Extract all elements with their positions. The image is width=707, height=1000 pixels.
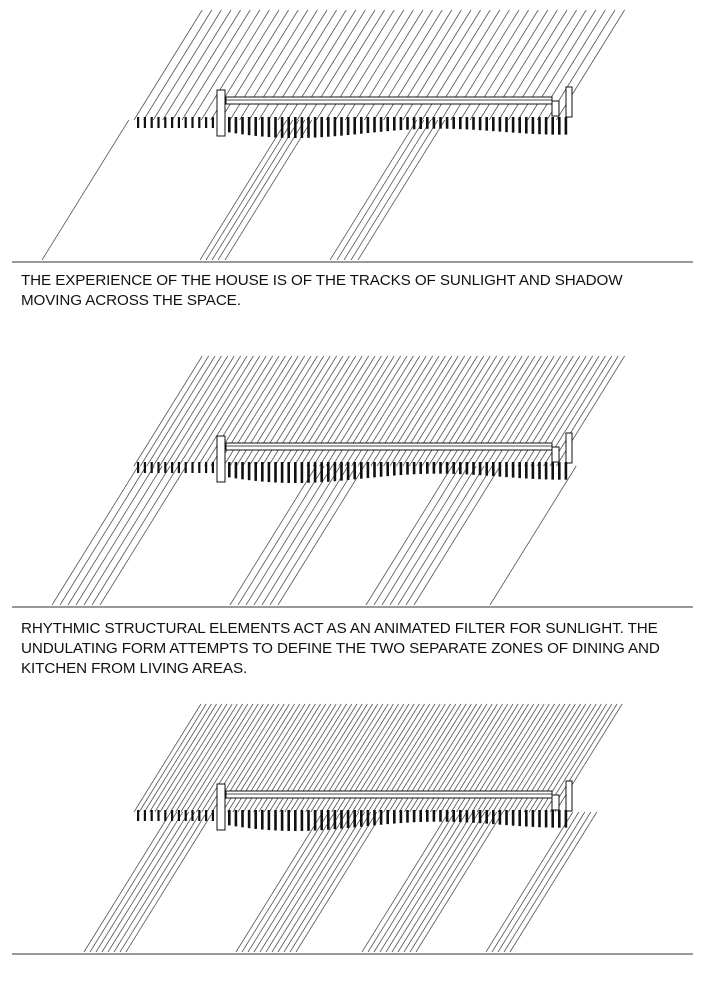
structural-fin <box>479 462 482 475</box>
roof-beam <box>226 443 552 450</box>
structural-fin <box>373 117 376 132</box>
structural-fin <box>212 117 214 128</box>
structural-fin <box>301 117 304 138</box>
structural-fin <box>137 117 139 128</box>
structural-fin <box>532 117 535 134</box>
structural-fin <box>518 810 521 826</box>
sun-ray-bottom <box>330 120 417 260</box>
structural-fin <box>426 462 429 474</box>
sun-ray-bottom <box>206 120 293 260</box>
structural-fin <box>466 117 469 129</box>
structural-fin <box>558 462 561 480</box>
structural-fin <box>268 462 271 482</box>
structural-fin <box>274 462 277 482</box>
structural-fin <box>212 462 214 473</box>
structural-fin <box>314 462 317 483</box>
structural-fin <box>340 462 343 481</box>
structural-fin <box>406 810 409 823</box>
structural-fin <box>307 462 310 483</box>
structural-fin <box>459 117 462 129</box>
sun-ray-bottom <box>92 466 178 605</box>
structural-fin <box>439 117 442 129</box>
structural-fin <box>400 117 403 130</box>
structural-fin <box>171 810 173 821</box>
structural-fin <box>433 462 436 474</box>
right-post-lower <box>552 101 559 116</box>
structural-fin <box>466 810 469 822</box>
structural-fin <box>446 810 449 822</box>
structural-fin <box>254 810 257 829</box>
right-post <box>566 433 572 463</box>
sun-ray-bottom <box>486 812 573 952</box>
diagram-panel-1 <box>42 10 625 260</box>
sun-ray-top <box>147 356 215 466</box>
structural-fin <box>347 810 350 828</box>
sun-ray-bottom <box>510 812 597 952</box>
sun-ray-bottom <box>398 466 484 605</box>
sun-ray-bottom <box>200 120 287 260</box>
structural-fin <box>426 810 429 822</box>
sun-ray-bottom <box>225 120 312 260</box>
structural-fin <box>185 810 187 821</box>
structural-fin <box>205 117 207 128</box>
diagram-panel-2 <box>52 356 625 605</box>
sun-ray-bottom <box>100 466 186 605</box>
structural-fin <box>505 810 508 825</box>
sun-ray-bottom <box>390 466 476 605</box>
structural-fin <box>433 117 436 129</box>
structural-fin <box>334 462 337 481</box>
structural-fin <box>151 462 153 473</box>
structural-fin <box>320 810 323 830</box>
structural-fin <box>426 117 429 129</box>
sun-ray-bottom <box>108 812 195 952</box>
left-post <box>217 436 225 482</box>
structural-fin <box>367 810 370 826</box>
sun-ray-bottom <box>366 466 452 605</box>
structural-fin <box>492 810 495 824</box>
structural-fin <box>334 117 337 136</box>
structural-fin <box>373 462 376 477</box>
structural-fin <box>525 462 528 479</box>
structural-fin <box>413 810 416 822</box>
structural-fin <box>386 810 389 824</box>
sun-ray-bottom <box>406 466 492 605</box>
sun-ray-bottom <box>492 812 579 952</box>
right-post <box>566 87 572 117</box>
structural-fin <box>492 462 495 476</box>
structural-fin <box>505 117 508 132</box>
left-post <box>217 90 225 136</box>
structural-fin <box>380 117 383 132</box>
structural-fin <box>367 462 370 478</box>
structural-fin <box>545 810 548 827</box>
structural-fin <box>157 462 159 473</box>
structural-fin <box>205 810 207 821</box>
sun-ray-bottom <box>246 466 332 605</box>
structural-fin <box>492 117 495 131</box>
sun-ray-bottom <box>84 466 170 605</box>
sun-ray-bottom <box>504 812 591 952</box>
structural-fin <box>353 462 356 479</box>
sun-ray-bottom <box>382 466 468 605</box>
structural-fin <box>565 810 568 828</box>
structural-fin <box>320 462 323 482</box>
structural-fin <box>499 810 502 825</box>
structural-fin <box>261 117 264 137</box>
structural-fin <box>373 810 376 825</box>
structural-fin <box>144 462 146 473</box>
structural-fin <box>485 117 488 131</box>
structural-fin <box>393 810 396 824</box>
structural-fin <box>367 117 370 133</box>
structural-fin <box>419 462 422 474</box>
structural-fin <box>360 810 363 827</box>
sun-ray-bottom <box>102 812 189 952</box>
structural-fin <box>472 810 475 823</box>
diagram-panel-3 <box>84 704 622 952</box>
structural-fin <box>532 810 535 827</box>
sun-ray-bottom <box>278 466 364 605</box>
structural-fin <box>505 462 508 477</box>
structural-fin <box>413 117 416 129</box>
structural-fin <box>137 462 139 473</box>
structural-fin <box>178 117 180 128</box>
structural-fin <box>525 810 528 827</box>
structural-fin <box>406 462 409 475</box>
structural-fin <box>191 462 193 473</box>
structural-fin <box>459 810 462 822</box>
right-post-lower <box>552 795 559 810</box>
structural-fin <box>479 810 482 823</box>
structural-fin <box>241 117 244 134</box>
sun-ray-bottom <box>374 466 460 605</box>
structural-fin <box>151 810 153 821</box>
structural-fin <box>558 117 561 135</box>
left-post <box>217 784 225 830</box>
structural-fin <box>347 117 350 135</box>
structural-fin <box>452 462 455 474</box>
structural-fin <box>151 117 153 128</box>
structural-fin <box>191 810 193 821</box>
structural-fin <box>164 462 166 473</box>
structural-fin <box>327 810 330 830</box>
sun-ray-bottom <box>218 120 305 260</box>
sun-ray-bottom <box>490 466 576 605</box>
structural-fin <box>419 117 422 129</box>
structural-fin <box>380 810 383 825</box>
structural-fin <box>314 117 317 138</box>
sun-ray-bottom <box>262 466 348 605</box>
structural-fin <box>198 462 200 473</box>
structural-fin <box>287 462 290 483</box>
structural-fin <box>287 117 290 138</box>
structural-fin <box>281 810 284 831</box>
structural-fin <box>485 462 488 476</box>
right-post <box>566 781 572 811</box>
structural-fin <box>393 117 396 131</box>
structural-fin <box>205 462 207 473</box>
structural-fin <box>419 810 422 822</box>
structural-fin <box>433 810 436 822</box>
structural-fin <box>340 117 343 136</box>
structural-fin <box>340 810 343 829</box>
sun-ray-bottom <box>68 466 154 605</box>
structural-fin <box>137 810 139 821</box>
structural-fin <box>400 462 403 475</box>
structural-fin <box>499 117 502 132</box>
structural-fin <box>446 462 449 474</box>
structural-fin <box>301 810 304 831</box>
right-post-lower <box>552 447 559 462</box>
sun-ray-top <box>140 356 208 466</box>
structural-fin <box>157 117 159 128</box>
structural-fin <box>314 810 317 831</box>
structural-fin <box>254 117 257 136</box>
structural-fin <box>178 810 180 821</box>
structural-fin <box>551 810 554 828</box>
structural-fin <box>171 117 173 128</box>
structural-fin <box>185 462 187 473</box>
structural-fin <box>294 462 297 483</box>
structural-fin <box>518 462 521 478</box>
structural-fin <box>281 117 284 138</box>
structural-fin <box>164 117 166 128</box>
structural-fin <box>406 117 409 130</box>
structural-fin <box>334 810 337 829</box>
structural-fin <box>241 462 244 479</box>
structural-fin <box>353 117 356 134</box>
structural-fin <box>538 117 541 134</box>
structural-fin <box>380 462 383 477</box>
structural-fin <box>545 117 548 134</box>
structural-fin <box>400 810 403 823</box>
sun-ray-top <box>153 356 221 466</box>
structural-fin <box>281 462 284 483</box>
structural-fin <box>261 810 264 830</box>
sun-ray-bottom <box>270 466 356 605</box>
sun-ray-bottom <box>344 120 431 260</box>
structural-fin <box>558 810 561 828</box>
structural-fin <box>512 117 515 133</box>
sun-ray-bottom <box>254 466 340 605</box>
structural-fin <box>294 117 297 138</box>
structural-fin <box>499 462 502 477</box>
structural-fin <box>551 117 554 135</box>
structural-fin <box>228 462 231 477</box>
structural-fin <box>235 117 238 133</box>
sun-ray-top <box>134 356 202 466</box>
structural-fin <box>393 462 396 476</box>
structural-fin <box>274 810 277 830</box>
structural-fin <box>307 810 310 831</box>
structural-fin <box>472 462 475 475</box>
structural-fin <box>452 810 455 822</box>
structural-fin <box>518 117 521 133</box>
structural-fin <box>185 117 187 128</box>
structural-fin <box>512 462 515 478</box>
structural-fin <box>538 810 541 827</box>
structural-fin <box>439 462 442 474</box>
structural-fin <box>459 462 462 474</box>
structural-fin <box>228 117 231 132</box>
sun-ray-bottom <box>52 466 138 605</box>
structural-fin <box>565 462 568 480</box>
structural-fin <box>248 810 251 828</box>
caption-sunlight-tracks: THE EXPERIENCE OF THE HOUSE IS OF THE TRACKS OF SUNLIGHT AND SHADOW MOVING ACROSS THE SPACE. <box>21 272 623 309</box>
caption-structural-filter: RHYTHMIC STRUCTURAL ELEMENTS ACT AS AN ANIMATED FILTER FOR SUNLIGHT. THE UNDULATING FORM ATTEMPTS TO DEFINE THE TWO SEPARATE ZONES OF DINING AND KITCHEN FROM LIVING AREAS. <box>21 620 660 677</box>
sun-ray-bottom <box>414 466 500 605</box>
structural-fin <box>191 117 193 128</box>
structural-fin <box>235 462 238 478</box>
structural-fin <box>287 810 290 831</box>
structural-fin <box>360 462 363 479</box>
structural-fin <box>268 117 271 137</box>
structural-fin <box>320 117 323 137</box>
structural-fin <box>294 810 297 831</box>
sun-ray-bottom <box>42 120 129 260</box>
structural-fin <box>254 462 257 481</box>
structural-fin <box>386 462 389 476</box>
structural-fin <box>479 117 482 130</box>
structural-fin <box>248 117 251 135</box>
structural-fin <box>386 117 389 131</box>
structural-fin <box>446 117 449 129</box>
sun-ray-bottom <box>76 466 162 605</box>
sun-ray-bottom <box>351 120 438 260</box>
structural-fin <box>327 462 330 482</box>
structural-fin <box>452 117 455 129</box>
structural-fin <box>466 462 469 474</box>
sun-ray-bottom <box>358 120 445 260</box>
structural-fin <box>198 810 200 821</box>
structural-fin <box>360 117 363 134</box>
sun-ray-bottom <box>60 466 146 605</box>
structural-fin <box>235 810 238 826</box>
structural-fin <box>472 117 475 130</box>
structural-fin <box>353 810 356 827</box>
structural-fin <box>178 462 180 473</box>
structural-fin <box>274 117 277 137</box>
structural-fin <box>512 810 515 826</box>
roof-beam <box>226 791 552 798</box>
structural-fin <box>268 810 271 830</box>
structural-fin <box>301 462 304 483</box>
structural-fin <box>551 462 554 480</box>
sun-ray-bottom <box>238 466 324 605</box>
structural-fin <box>485 810 488 824</box>
structural-fin <box>212 810 214 821</box>
structural-fin <box>347 462 350 480</box>
structural-fin <box>248 462 251 480</box>
structural-fin <box>157 810 159 821</box>
sun-ray-bottom <box>230 466 316 605</box>
structural-fin <box>171 462 173 473</box>
sun-ray-bottom <box>212 120 299 260</box>
structural-fin <box>532 462 535 479</box>
sun-ray-top <box>550 356 618 466</box>
structural-fin <box>538 462 541 479</box>
sun-ray-bottom <box>498 812 585 952</box>
structural-fin <box>144 810 146 821</box>
structural-fin <box>545 462 548 479</box>
structural-fin <box>228 810 231 825</box>
structural-fin <box>164 810 166 821</box>
structural-fin <box>327 117 330 137</box>
structural-fin <box>261 462 264 482</box>
structural-fin <box>565 117 568 135</box>
structural-fin <box>413 462 416 474</box>
structural-fin <box>144 117 146 128</box>
structural-fin <box>307 117 310 138</box>
structural-fin <box>198 117 200 128</box>
structural-fin <box>525 117 528 134</box>
structural-fin <box>241 810 244 827</box>
roof-beam <box>226 97 552 104</box>
structural-fin <box>439 810 442 822</box>
sun-ray-bottom <box>337 120 424 260</box>
